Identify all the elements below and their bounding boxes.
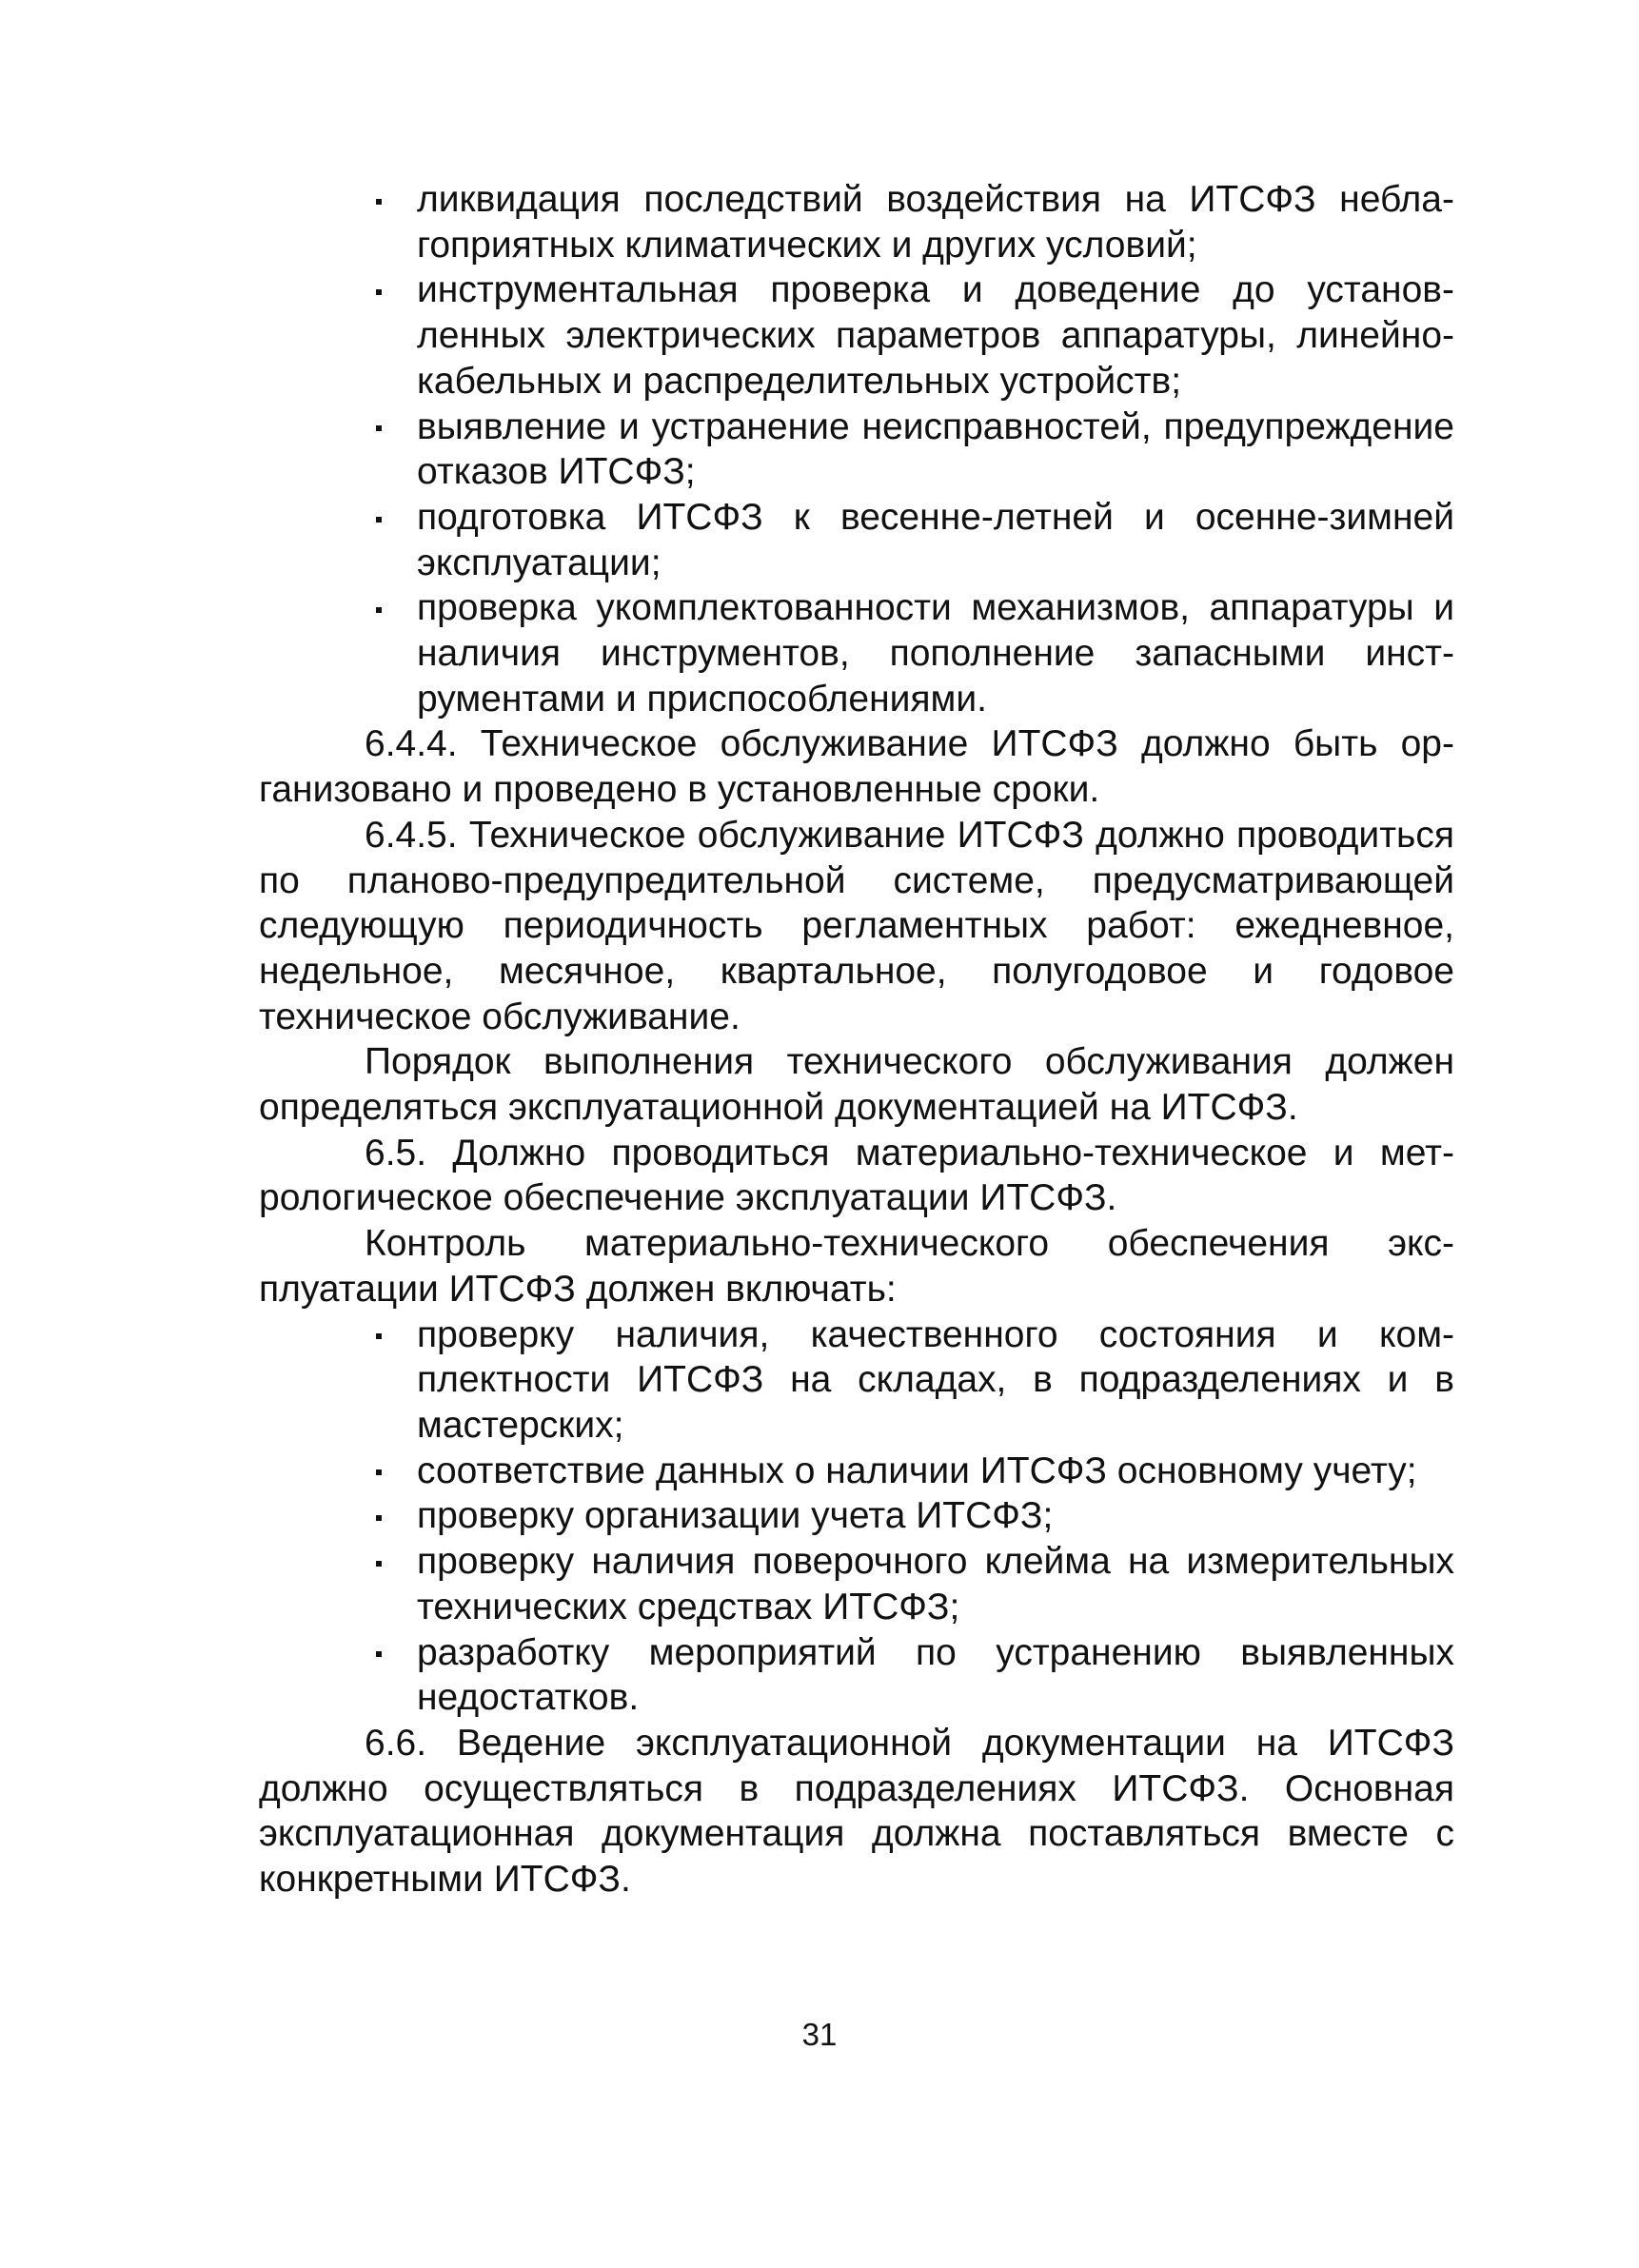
list-item-text: ликвидация последствий воздействия на ИТСФЗ неблагоприятных климатических и других условий;: [417, 179, 1454, 266]
bullet-icon: [369, 267, 388, 313]
list-item: [417, 585, 1454, 721]
list-item: [417, 1539, 1454, 1629]
bullet-icon: [369, 495, 388, 541]
paragraph-maintenance-order: Порядок выполнения технического обслуживания должен определяться эксплуатационной документацией на ИТСФЗ.: [259, 1041, 1454, 1129]
list-item: [417, 177, 1454, 267]
list-item: [417, 1630, 1454, 1721]
bullet-icon: [369, 585, 388, 631]
page-number: 31: [801, 2017, 838, 2052]
list-item: [417, 1312, 1454, 1449]
list-item: [417, 1449, 1454, 1494]
list-item-text: подготовка ИТСФЗ к весенне-летней и осенне-зимней эксплуатации;: [417, 496, 1454, 583]
control-items-list: [259, 1312, 1454, 1721]
list-item: [417, 404, 1454, 495]
maintenance-tasks-list: [259, 177, 1454, 721]
list-item: [417, 1493, 1454, 1539]
bullet-icon: [369, 1493, 388, 1539]
list-item-text: инструментальная проверка и доведение до установленных электрических параметров аппаратуры, линейно-кабельных и распределительных устройств;: [417, 269, 1454, 402]
bullet-icon: [369, 1630, 388, 1676]
list-item: [417, 495, 1454, 585]
bullet-icon: [369, 1312, 388, 1358]
paragraph-control-intro: Контроль материально-технического обеспечения эксплуатации ИТСФЗ должен включать:: [259, 1223, 1454, 1310]
list-item-text: выявление и устранение неисправностей, предупреждение отказов ИТСФЗ;: [417, 405, 1454, 493]
bullet-icon: [369, 404, 388, 450]
list-item-text: соответствие данных о наличии ИТСФЗ основному учету;: [417, 1450, 1417, 1491]
page-body: [259, 177, 1454, 1903]
bullet-icon: [369, 177, 388, 223]
paragraph-6-6: 6.6. Ведение эксплуатационной документации на ИТСФЗ должно осуществляться в подразделениях ИТСФЗ. Основная эксплуатационная документация должна поставляться вместе с конкретными ИТСФЗ.: [259, 1722, 1454, 1901]
list-item-text: разработку мероприятий по устранению выявленных недостатков.: [417, 1631, 1454, 1719]
list-item-text: проверку наличия, качественного состояния и комплектности ИТСФЗ на складах, в подразделениях и в мастерских;: [417, 1313, 1454, 1446]
bullet-icon: [369, 1449, 388, 1494]
paragraph-6-4-4: 6.4.4. Техническое обслуживание ИТСФЗ должно быть организовано и проведено в установленные сроки.: [259, 723, 1454, 811]
paragraph-6-4-5: 6.4.5. Техническое обслуживание ИТСФЗ должно проводиться по планово-предупредительной системе, предусматривающей следующую периодичность регламентных работ: ежедневное, недельное, месячное, квартальное, полугодовое и годовое техническое обслуживание.: [259, 814, 1454, 1037]
list-item: [417, 267, 1454, 404]
list-item-text: проверка укомплектованности механизмов, аппаратуры и наличия инструментов, пополнение запасными инструментами и приспособлениями.: [417, 587, 1454, 720]
list-item-text: проверку организации учета ИТСФЗ;: [417, 1495, 1054, 1537]
bullet-icon: [369, 1539, 388, 1585]
paragraph-6-5: 6.5. Должно проводиться материально-техническое и метрологическое обеспечение эксплуатации ИТСФЗ.: [259, 1132, 1454, 1219]
list-item-text: проверку наличия поверочного клейма на измерительных технических средствах ИТСФЗ;: [417, 1541, 1454, 1627]
